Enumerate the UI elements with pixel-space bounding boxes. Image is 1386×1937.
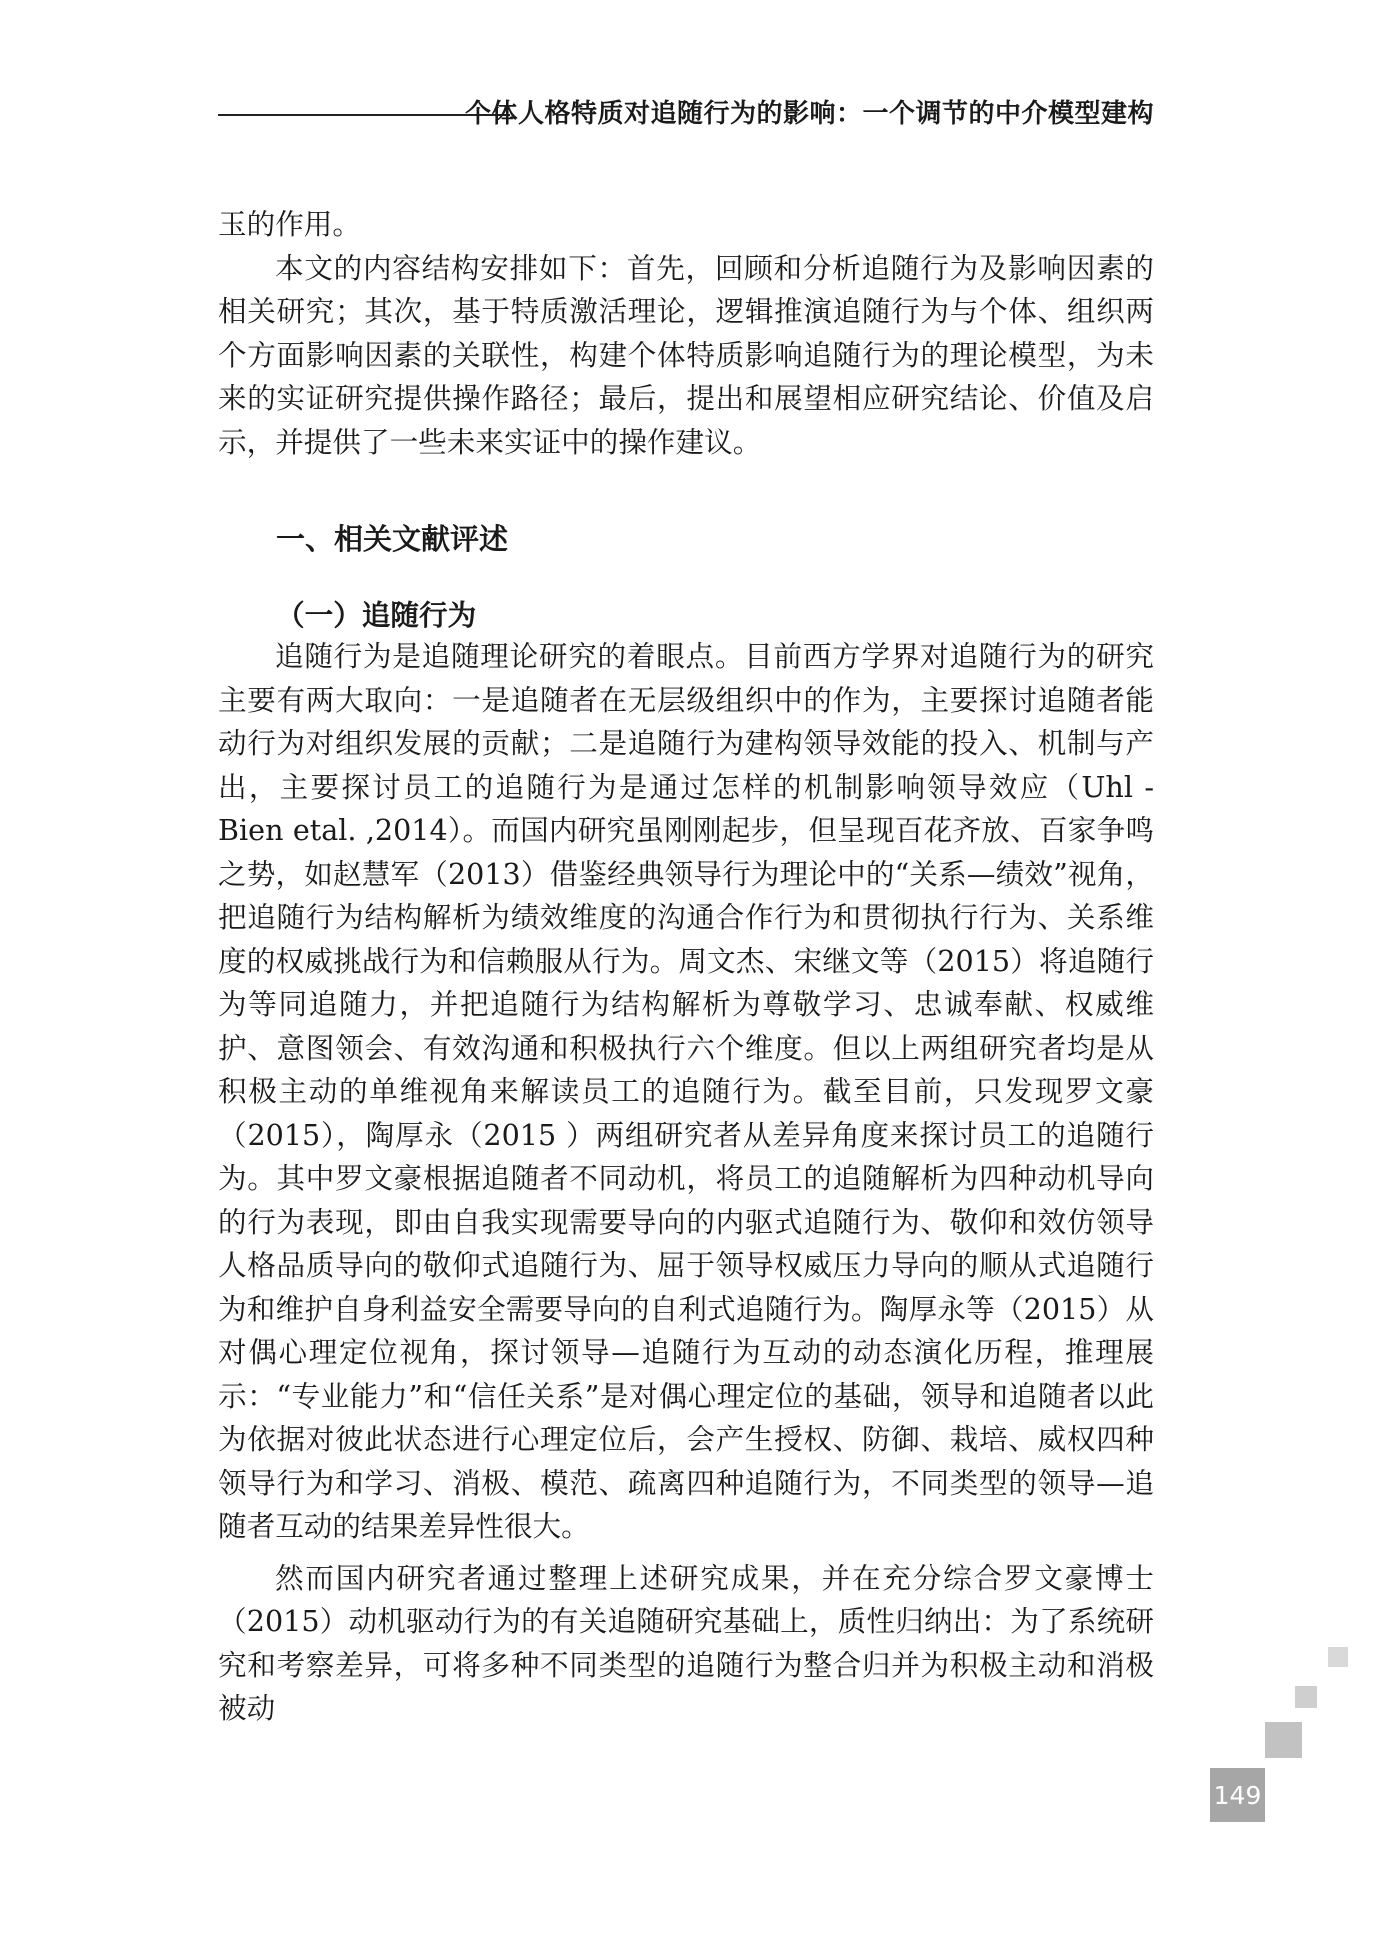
paragraph-continuation: 玉的作用。	[218, 207, 361, 241]
paragraph-following-2: 然而国内研究者通过整理上述研究成果，并在充分综合罗文豪博士（2015）动机驱动行为的有关追随研究基础上，质性归纳出：为了系统研究和考察差异，可将多种不同类型的追随行为整合归并为积极主动和消极被动	[218, 1560, 1154, 1725]
following-behavior-text	[218, 635, 1154, 1731]
running-title: 个体人格特质对追随行为的影响：一个调节的中介模型建构	[464, 99, 1154, 129]
page-number: 149	[1210, 1768, 1265, 1822]
deco-square-medium	[1295, 1686, 1317, 1708]
deco-square-large	[1265, 1722, 1302, 1758]
section-heading-block	[218, 517, 1154, 558]
paragraph-structure: 本文的内容结构安排如下：首先，回顾和分析追随行为及影响因素的相关研究；其次，基于特质激活理论，逻辑推演追随行为与个体、组织两个方面影响因素的关联性，构建个体特质影响追随行为的理论模型，为未来的实证研究提供操作路径；最后，提出和展望相应研究结论、价值及启示，并提供了一些未来实证中的操作建议。	[218, 250, 1154, 459]
subsection-heading-block	[218, 593, 1154, 634]
deco-square-small	[1328, 1647, 1348, 1667]
section-title: 一、相关文献评述	[276, 522, 509, 556]
subsection-title: （一）追随行为	[276, 598, 477, 632]
paragraph-following-1: 追随行为是追随理论研究的着眼点。目前西方学界对追随行为的研究主要有两大取向：一是追随者在无层级组织中的作为，主要探讨追随者能动行为对组织发展的贡献；二是追随行为建构领导效能的投入、机制与产出，主要探讨员工的追随行为是通过怎样的机制影响领导效应（Uhl - Bien etal. ,2014）。而国内研究虽刚刚起步，但呈现百花齐放、百家争鸣之势，如赵慧军（2013）借鉴经典领导行为理论中的“关系—绩效”视角，把追随行为结构解析为绩效维度的沟通合作行为和贯彻执行行为、关系维度的权威挑战行为和信赖服从行为。周文杰、宋继文等（2015）将追随行为等同追随力，并把追随行为结构解析为尊敬学习、忠诚奉献、权威维护、意图领会、有效沟通和积极执行六个维度。但以上两组研究者均是从积极主动的单维视角来解读员工的追随行为。截至目前，只发现罗文豪（2015），陶厚永（2015 ）两组研究者从差异角度来探讨员工的追随行为。其中罗文豪根据追随者不同动机，将员工的追随解析为四种动机导向的行为表现，即由自我实现需要导向的内驱式追随行为、敬仰和效仿领导人格品质导向的敬仰式追随行为、屈于领导权威压力导向的顺从式追随行为和维护自身利益安全需要导向的自利式追随行为。陶厚永等（2015）从对偶心理定位视角，探讨领导—追随行为互动的动态演化历程，推理展示：“专业能力”和“信任关系”是对偶心理定位的基础，领导和追随者以此为依据对彼此状态进行心理定位后，会产生授权、防御、栽培、威权四种领导行为和学习、消极、模范、疏离四种追随行为，不同类型的领导—追随者互动的结果差异性很大。	[218, 639, 1154, 1543]
body-text	[218, 203, 1154, 464]
